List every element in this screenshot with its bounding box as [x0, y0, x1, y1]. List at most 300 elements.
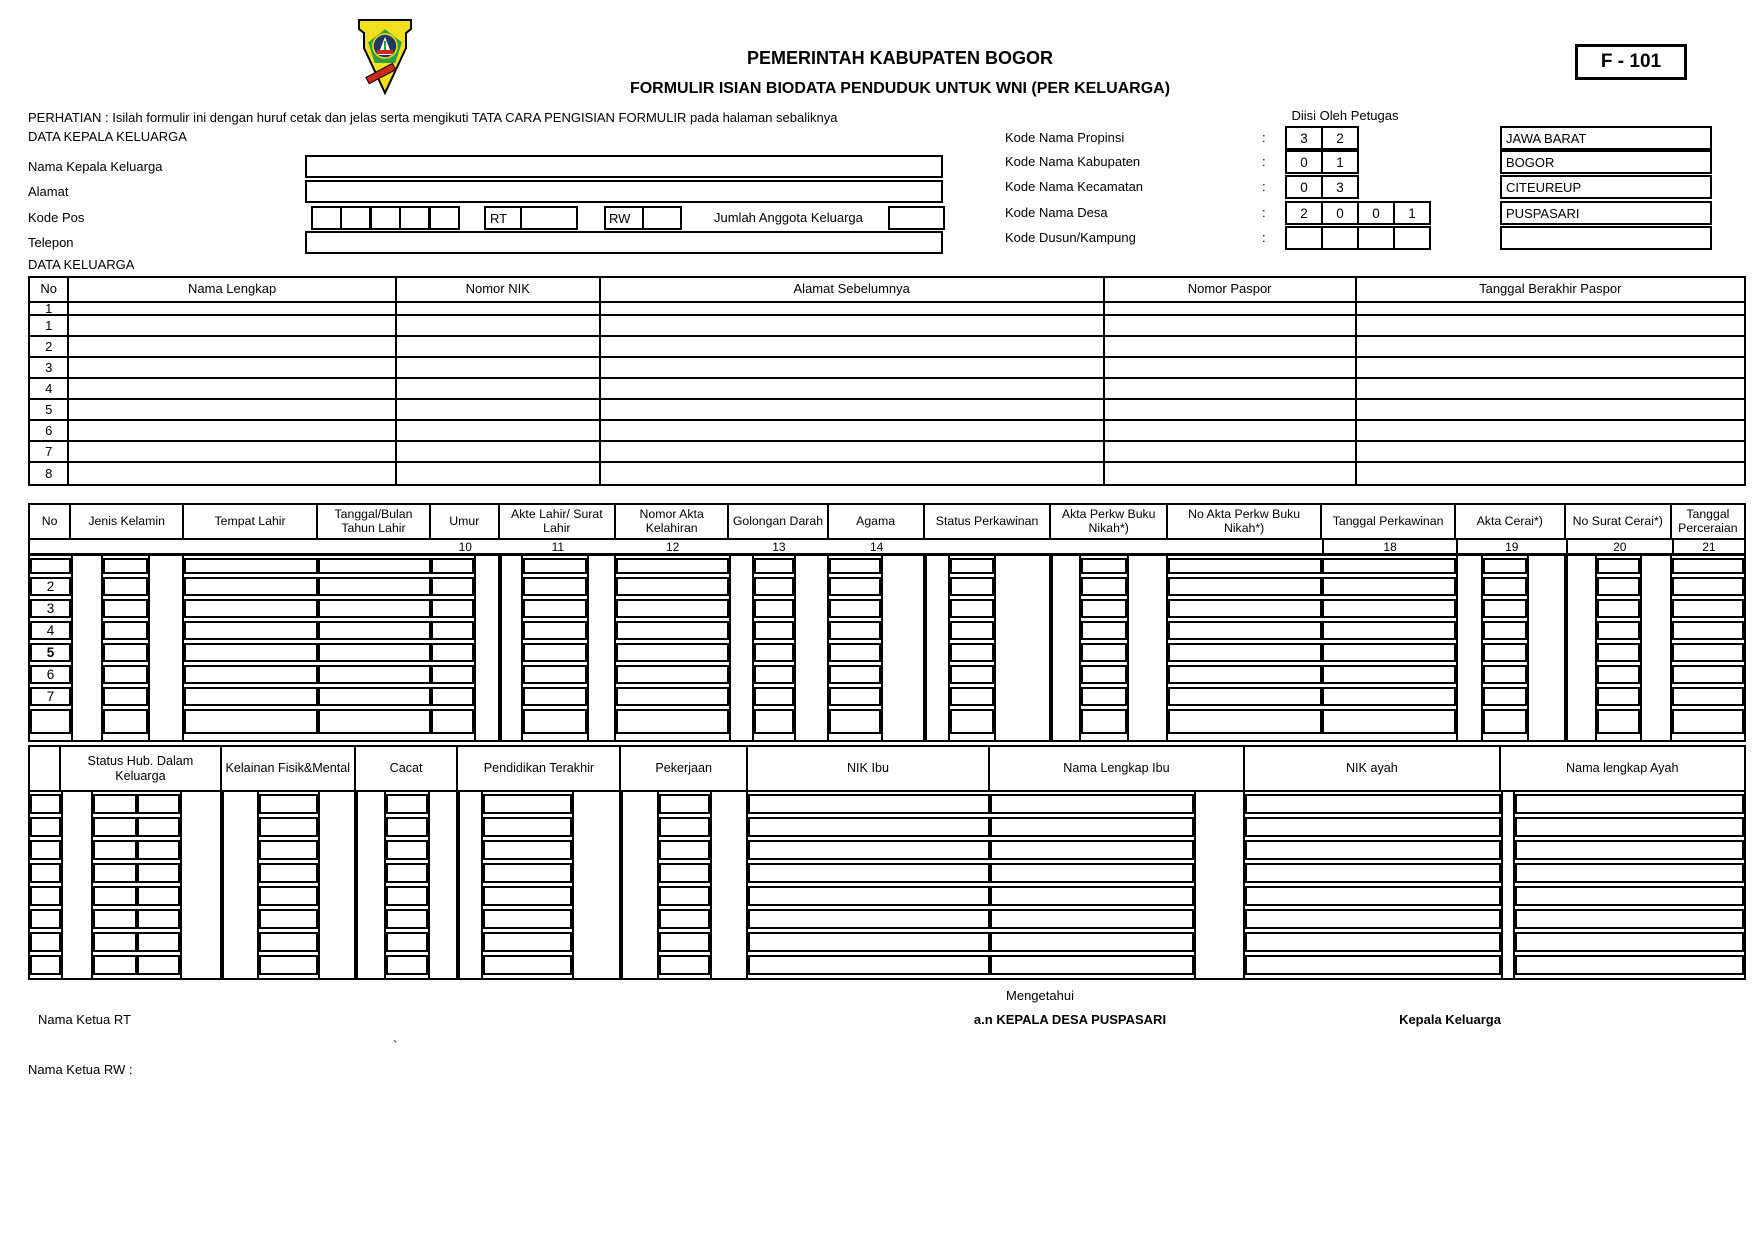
table2-empty-cell[interactable] — [103, 643, 148, 662]
table3-empty-cell[interactable] — [137, 932, 180, 952]
table2-empty-cell[interactable] — [1168, 621, 1322, 640]
table3-empty-cell[interactable] — [259, 909, 318, 929]
table2-empty-cell[interactable] — [950, 621, 994, 640]
table3-empty-cell[interactable] — [386, 909, 427, 929]
table2-empty-cell[interactable] — [754, 577, 794, 596]
table3-empty-cell[interactable] — [1245, 794, 1500, 814]
table2-empty-cell[interactable] — [184, 643, 318, 662]
table1-empty-cell[interactable] — [69, 400, 396, 419]
table3-empty-cell[interactable] — [137, 909, 180, 929]
table2-empty-cell[interactable] — [829, 709, 882, 734]
table3-empty-cell[interactable] — [259, 863, 318, 883]
table2-empty-cell[interactable] — [1322, 643, 1456, 662]
table1-empty-cell[interactable] — [1357, 316, 1744, 335]
table3-empty-cell[interactable] — [659, 955, 710, 975]
table2-empty-cell[interactable] — [1672, 599, 1744, 618]
table2-empty-cell[interactable] — [1322, 687, 1456, 706]
table2-empty-cell[interactable] — [1483, 599, 1527, 618]
table2-empty-cell[interactable] — [523, 665, 587, 684]
field-label: Telepon — [28, 235, 74, 250]
table1-empty-cell[interactable] — [1357, 358, 1744, 377]
table2-empty-cell[interactable] — [1081, 621, 1128, 640]
table2-empty-cell[interactable] — [1672, 643, 1744, 662]
petugas-code-cell[interactable]: 3 — [1321, 175, 1359, 199]
table1-empty-cell[interactable] — [69, 379, 396, 398]
table3-empty-cell[interactable] — [30, 863, 61, 883]
rw-input[interactable] — [642, 206, 682, 230]
table2-empty-cell[interactable] — [1672, 665, 1744, 684]
table3-empty-cell[interactable] — [386, 932, 427, 952]
table2-empty-cell[interactable] — [318, 599, 431, 618]
table3-empty-cell[interactable] — [137, 886, 180, 906]
table2-empty-cell[interactable] — [318, 558, 431, 574]
rt-input[interactable] — [520, 206, 578, 230]
table2-empty-cell[interactable] — [616, 665, 729, 684]
table1-empty-cell[interactable] — [1357, 303, 1744, 314]
table2-empty-cell[interactable] — [950, 558, 994, 574]
kode-pos-cell[interactable] — [340, 206, 371, 230]
table3-empty-cell[interactable] — [137, 840, 180, 860]
table2-column-header: Akta Cerai*) — [1456, 505, 1566, 538]
table3-empty-cell[interactable] — [93, 909, 136, 929]
table2-empty-cell[interactable] — [829, 577, 882, 596]
jumlah-anggota-input[interactable] — [888, 206, 945, 230]
table2-empty-cell[interactable] — [1597, 687, 1640, 706]
table2-empty-cell[interactable] — [431, 709, 473, 734]
table3-empty-cell[interactable] — [1515, 840, 1744, 860]
table2-empty-cell[interactable] — [184, 599, 318, 618]
table3-empty-cell[interactable] — [30, 794, 61, 814]
table3-empty-cell[interactable] — [659, 863, 710, 883]
table3-empty-cell[interactable] — [483, 886, 573, 906]
table2-empty-cell[interactable] — [184, 665, 318, 684]
table1-empty-cell[interactable] — [397, 358, 601, 377]
table2-empty-cell[interactable] — [754, 643, 794, 662]
table3-empty-cell[interactable] — [137, 817, 180, 837]
table3-empty-cell[interactable] — [259, 955, 318, 975]
table3-empty-cell[interactable] — [483, 932, 573, 952]
table3-empty-cell[interactable] — [259, 794, 318, 814]
table1-empty-cell[interactable] — [601, 463, 1105, 484]
table3-empty-cell[interactable] — [748, 955, 990, 975]
petugas-code-cell[interactable]: 1 — [1393, 201, 1431, 225]
table3-empty-cell[interactable] — [1245, 863, 1500, 883]
table2-empty-cell[interactable] — [30, 709, 71, 734]
field-input[interactable] — [305, 231, 943, 254]
table1-empty-cell[interactable] — [69, 316, 396, 335]
table3-empty-cell[interactable] — [93, 794, 136, 814]
table2-empty-cell[interactable] — [1081, 665, 1128, 684]
table3-empty-cell[interactable] — [93, 955, 136, 975]
table2-empty-cell[interactable] — [103, 558, 148, 574]
table3-empty-cell[interactable] — [990, 955, 1194, 975]
table1-row — [30, 463, 1744, 484]
table2-empty-cell[interactable] — [1322, 665, 1456, 684]
table1-empty-cell[interactable] — [397, 303, 601, 314]
table2-empty-cell[interactable] — [318, 577, 431, 596]
table2-empty-cell[interactable] — [431, 643, 473, 662]
table2-empty-cell[interactable] — [318, 709, 431, 734]
table3-empty-cell[interactable] — [748, 794, 990, 814]
table2-empty-cell[interactable] — [950, 599, 994, 618]
table2-empty-cell[interactable] — [431, 577, 473, 596]
petugas-code-cell[interactable]: 3 — [1285, 126, 1323, 150]
table3-empty-cell[interactable] — [483, 840, 573, 860]
table1-empty-cell[interactable] — [601, 337, 1105, 356]
table2-empty-cell[interactable] — [1672, 709, 1744, 734]
table1-empty-cell[interactable] — [1105, 316, 1357, 335]
table2-empty-cell[interactable] — [523, 577, 587, 596]
grid-body — [30, 556, 1744, 740]
table2-empty-cell[interactable] — [950, 643, 994, 662]
table2-empty-cell[interactable] — [103, 687, 148, 706]
table3-empty-cell[interactable] — [748, 817, 990, 837]
grid-strip — [148, 556, 184, 740]
table2-empty-cell[interactable] — [1081, 687, 1128, 706]
table2-empty-cell[interactable] — [184, 687, 318, 706]
petugas-code-cell[interactable]: 2 — [1321, 126, 1359, 150]
table3-empty-cell[interactable] — [659, 817, 710, 837]
table3-empty-cell[interactable] — [659, 886, 710, 906]
table1-empty-cell[interactable] — [1357, 421, 1744, 440]
petugas-code-cell[interactable] — [1357, 226, 1395, 250]
table3-empty-cell[interactable] — [659, 840, 710, 860]
petugas-value-box[interactable]: PUSPASARI — [1500, 201, 1712, 225]
table2-empty-cell[interactable] — [103, 599, 148, 618]
petugas-code-cell[interactable] — [1321, 226, 1359, 250]
field-input[interactable] — [305, 155, 943, 178]
kode-pos-cell[interactable] — [429, 206, 460, 230]
table2-empty-cell[interactable] — [1322, 599, 1456, 618]
table3-empty-cell[interactable] — [259, 886, 318, 906]
table2-empty-cell[interactable] — [829, 665, 882, 684]
table3-empty-cell[interactable] — [1245, 840, 1500, 860]
table3-empty-cell[interactable] — [386, 863, 427, 883]
table2-empty-cell[interactable] — [184, 709, 318, 734]
table1-empty-cell[interactable] — [397, 337, 601, 356]
table1-row-number: 8 — [30, 463, 69, 484]
table2-empty-cell[interactable] — [1672, 577, 1744, 596]
table3-empty-cell[interactable] — [483, 863, 573, 883]
table2-empty-cell[interactable] — [616, 709, 729, 734]
table2-empty-cell[interactable] — [616, 577, 729, 596]
table2-empty-cell[interactable] — [431, 621, 473, 640]
table2-empty-cell[interactable] — [1483, 577, 1527, 596]
table2-empty-cell[interactable] — [754, 621, 794, 640]
table1-empty-cell[interactable] — [1105, 421, 1357, 440]
table2-empty-cell[interactable] — [1672, 621, 1744, 640]
table3-empty-cell[interactable] — [748, 840, 990, 860]
table2-empty-cell[interactable] — [616, 558, 729, 574]
table1-empty-cell[interactable] — [1105, 400, 1357, 419]
grid-strip — [1566, 556, 1598, 740]
table3-empty-cell[interactable] — [483, 909, 573, 929]
petugas-code-cell[interactable] — [1393, 226, 1431, 250]
grid-strip — [474, 556, 500, 740]
table2-empty-cell[interactable] — [754, 709, 794, 734]
table2-empty-cell[interactable] — [523, 709, 587, 734]
table2-empty-cell[interactable] — [431, 687, 473, 706]
table2-empty-cell[interactable] — [523, 599, 587, 618]
petugas-code-cell[interactable]: 0 — [1285, 175, 1323, 199]
petugas-code-cell[interactable] — [1285, 226, 1323, 250]
table3-empty-cell[interactable] — [1515, 863, 1744, 883]
table2-empty-cell[interactable] — [30, 558, 71, 574]
table2-empty-cell[interactable] — [184, 621, 318, 640]
kode-pos-cell[interactable] — [399, 206, 430, 230]
table1-empty-cell[interactable] — [601, 400, 1105, 419]
table2-column-number: 18 — [1322, 540, 1456, 553]
table3-empty-cell[interactable] — [137, 863, 180, 883]
table1-empty-cell[interactable] — [601, 316, 1105, 335]
table1-empty-cell[interactable] — [1105, 463, 1357, 484]
table2-empty-cell[interactable] — [754, 558, 794, 574]
table3-empty-cell[interactable] — [1515, 817, 1744, 837]
table2-empty-cell[interactable] — [523, 621, 587, 640]
table1-empty-cell[interactable] — [1357, 463, 1744, 484]
table2-empty-cell[interactable] — [1597, 665, 1640, 684]
table2-empty-cell[interactable] — [1322, 621, 1456, 640]
table3-empty-cell[interactable] — [259, 817, 318, 837]
table2-empty-cell[interactable] — [1672, 558, 1744, 574]
table2-empty-cell[interactable] — [1081, 558, 1128, 574]
petugas-code-cell[interactable]: 2 — [1285, 201, 1323, 225]
table3-empty-cell[interactable] — [990, 932, 1194, 952]
table3-empty-cell[interactable] — [386, 794, 427, 814]
petugas-value-box[interactable] — [1500, 226, 1712, 250]
table2-empty-cell[interactable] — [829, 643, 882, 662]
table2-empty-cell[interactable] — [103, 665, 148, 684]
petugas-value-box[interactable]: CITEUREUP — [1500, 175, 1712, 199]
table2-empty-cell[interactable] — [318, 687, 431, 706]
table2-empty-cell[interactable] — [318, 621, 431, 640]
table1-empty-cell[interactable] — [601, 358, 1105, 377]
table1-empty-cell[interactable] — [69, 358, 396, 377]
kode-pos-cell[interactable] — [311, 206, 342, 230]
row-number-box: 2 — [30, 577, 71, 596]
table3-empty-cell[interactable] — [483, 794, 573, 814]
table2-empty-cell[interactable] — [1322, 558, 1456, 574]
table3-empty-cell[interactable] — [1245, 932, 1500, 952]
table1-empty-cell[interactable] — [397, 463, 601, 484]
table2-empty-cell[interactable] — [1168, 558, 1322, 574]
petugas-code-cell[interactable]: 1 — [1321, 150, 1359, 174]
table3-empty-cell[interactable] — [659, 932, 710, 952]
table3-empty-cell[interactable] — [659, 909, 710, 929]
table3-empty-cell[interactable] — [748, 909, 990, 929]
table1-empty-cell[interactable] — [397, 400, 601, 419]
table2-empty-cell[interactable] — [754, 599, 794, 618]
table2-empty-cell[interactable] — [829, 558, 882, 574]
table3-empty-cell[interactable] — [93, 932, 136, 952]
table2-empty-cell[interactable] — [616, 643, 729, 662]
table2-empty-cell[interactable] — [431, 558, 473, 574]
table3-empty-cell[interactable] — [30, 817, 61, 837]
table1-empty-cell[interactable] — [397, 316, 601, 335]
table2-empty-cell[interactable] — [754, 687, 794, 706]
field-input[interactable] — [305, 180, 943, 203]
table1-empty-cell[interactable] — [1105, 379, 1357, 398]
table2-empty-cell[interactable] — [431, 599, 473, 618]
table2-empty-cell[interactable] — [754, 665, 794, 684]
table3-empty-cell[interactable] — [990, 817, 1194, 837]
table2-empty-cell[interactable] — [950, 577, 994, 596]
table2-empty-cell[interactable] — [1168, 665, 1322, 684]
table3-empty-cell[interactable] — [748, 886, 990, 906]
table1-empty-cell[interactable] — [69, 421, 396, 440]
table3-empty-cell[interactable] — [483, 817, 573, 837]
table3-empty-cell[interactable] — [1245, 817, 1500, 837]
table2-empty-cell[interactable] — [1597, 643, 1640, 662]
table3-empty-cell[interactable] — [1515, 794, 1744, 814]
petugas-value-box[interactable]: BOGOR — [1500, 150, 1712, 174]
table2-empty-cell[interactable] — [1483, 665, 1527, 684]
table3-empty-cell[interactable] — [990, 863, 1194, 883]
table3-empty-cell[interactable] — [259, 840, 318, 860]
table2-empty-cell[interactable] — [1168, 599, 1322, 618]
table3-empty-cell[interactable] — [30, 840, 61, 860]
table2-empty-cell[interactable] — [1597, 558, 1640, 574]
table1-empty-cell[interactable] — [69, 337, 396, 356]
table3-empty-cell[interactable] — [137, 955, 180, 975]
table3-empty-cell[interactable] — [1515, 932, 1744, 952]
table2-empty-cell[interactable] — [431, 665, 473, 684]
table2-empty-cell[interactable] — [1322, 709, 1456, 734]
table1-empty-cell[interactable] — [1105, 358, 1357, 377]
table1-empty-cell[interactable] — [601, 379, 1105, 398]
table3-empty-cell[interactable] — [30, 932, 61, 952]
table3-empty-cell[interactable] — [93, 863, 136, 883]
row-number-box: 4 — [30, 621, 71, 640]
table1-empty-cell[interactable] — [1357, 337, 1744, 356]
table3-empty-cell[interactable] — [386, 886, 427, 906]
table2-empty-cell[interactable] — [103, 621, 148, 640]
table2-empty-cell[interactable] — [1168, 643, 1322, 662]
table2-empty-cell[interactable] — [616, 687, 729, 706]
table3-empty-cell[interactable] — [93, 886, 136, 906]
table2-empty-cell[interactable] — [1672, 687, 1744, 706]
petugas-code-cell[interactable]: 0 — [1285, 150, 1323, 174]
table3-empty-cell[interactable] — [1515, 955, 1744, 975]
table2-empty-cell[interactable] — [1081, 577, 1128, 596]
table2-empty-cell[interactable] — [184, 577, 318, 596]
table2-empty-cell[interactable] — [1081, 599, 1128, 618]
table1-empty-cell[interactable] — [1105, 442, 1357, 461]
table3-empty-cell[interactable] — [1245, 955, 1500, 975]
table1-empty-cell[interactable] — [601, 303, 1105, 314]
table1-empty-cell[interactable] — [69, 303, 396, 314]
table3-empty-cell[interactable] — [990, 840, 1194, 860]
petugas-code-cell[interactable]: 0 — [1357, 201, 1395, 225]
table1-empty-cell[interactable] — [69, 442, 396, 461]
table3-empty-cell[interactable] — [990, 909, 1194, 929]
grid-body — [30, 792, 1744, 978]
table3-empty-cell[interactable] — [748, 863, 990, 883]
table2-empty-cell[interactable] — [1483, 558, 1527, 574]
table2-empty-cell[interactable] — [829, 599, 882, 618]
table3-empty-cell[interactable] — [386, 955, 427, 975]
table3-empty-cell[interactable] — [659, 794, 710, 814]
table2-empty-cell[interactable] — [1081, 643, 1128, 662]
table2-empty-cell[interactable] — [1597, 599, 1640, 618]
table2-empty-cell[interactable] — [523, 643, 587, 662]
table2-empty-cell[interactable] — [1168, 687, 1322, 706]
table3-empty-cell[interactable] — [30, 886, 61, 906]
grid-strip — [180, 792, 222, 978]
table1-empty-cell[interactable] — [1105, 337, 1357, 356]
table2-empty-cell[interactable] — [318, 643, 431, 662]
table2-empty-cell[interactable] — [1597, 621, 1640, 640]
table2-empty-cell[interactable] — [103, 709, 148, 734]
table2-empty-cell[interactable] — [950, 665, 994, 684]
table3-empty-cell[interactable] — [93, 840, 136, 860]
table1-empty-cell[interactable] — [1357, 442, 1744, 461]
table3-empty-cell[interactable] — [1515, 886, 1744, 906]
table3-empty-cell[interactable] — [30, 909, 61, 929]
table2-empty-cell[interactable] — [829, 687, 882, 706]
petugas-value-box[interactable]: JAWA BARAT — [1500, 126, 1712, 150]
table2-empty-cell[interactable] — [950, 687, 994, 706]
petugas-code-cell[interactable]: 0 — [1321, 201, 1359, 225]
table2-empty-cell[interactable] — [523, 558, 587, 574]
table2-empty-cell[interactable] — [184, 558, 318, 574]
table3-empty-cell[interactable] — [483, 955, 573, 975]
table2-empty-cell[interactable] — [1483, 687, 1527, 706]
table3-empty-cell[interactable] — [93, 817, 136, 837]
table2-empty-cell[interactable] — [1483, 643, 1527, 662]
table2-empty-cell[interactable] — [103, 577, 148, 596]
table3-empty-cell[interactable] — [386, 817, 427, 837]
table3-empty-cell[interactable] — [1245, 909, 1500, 929]
table3-empty-cell[interactable] — [386, 840, 427, 860]
table2-empty-cell[interactable] — [1168, 577, 1322, 596]
table3-empty-cell[interactable] — [1245, 886, 1500, 906]
table2-empty-cell[interactable] — [1597, 577, 1640, 596]
table1-empty-cell[interactable] — [397, 379, 601, 398]
table1-empty-cell[interactable] — [1357, 379, 1744, 398]
kode-pos-cell[interactable] — [370, 206, 401, 230]
table2-empty-cell[interactable] — [1322, 577, 1456, 596]
table1-empty-cell[interactable] — [397, 421, 601, 440]
grid-strip — [925, 556, 950, 740]
table1-empty-cell[interactable] — [69, 463, 396, 484]
table3-empty-cell[interactable] — [1515, 909, 1744, 929]
table3-empty-cell[interactable] — [30, 955, 61, 975]
table3-empty-cell[interactable] — [137, 794, 180, 814]
table2-empty-cell[interactable] — [1168, 709, 1322, 734]
table3-empty-cell[interactable] — [990, 794, 1194, 814]
table2-empty-cell[interactable] — [1483, 621, 1527, 640]
table1-empty-cell[interactable] — [601, 421, 1105, 440]
table1-empty-cell[interactable] — [601, 442, 1105, 461]
table2-empty-cell[interactable] — [1081, 709, 1128, 734]
table2-empty-cell[interactable] — [616, 599, 729, 618]
table1-empty-cell[interactable] — [1357, 400, 1744, 419]
table2-empty-cell[interactable] — [1597, 709, 1640, 734]
table2-empty-cell[interactable] — [616, 621, 729, 640]
table2-empty-cell[interactable] — [950, 709, 994, 734]
table3-empty-cell[interactable] — [990, 886, 1194, 906]
table1-empty-cell[interactable] — [397, 442, 601, 461]
table2-column-header: No Surat Cerai*) — [1566, 505, 1672, 538]
table2-empty-cell[interactable] — [523, 687, 587, 706]
table2-empty-cell[interactable] — [829, 621, 882, 640]
table1-empty-cell[interactable] — [1105, 303, 1357, 314]
table2-empty-cell[interactable] — [1483, 709, 1527, 734]
table2-empty-cell[interactable] — [318, 665, 431, 684]
table3-empty-cell[interactable] — [259, 932, 318, 952]
table3-empty-cell[interactable] — [748, 932, 990, 952]
